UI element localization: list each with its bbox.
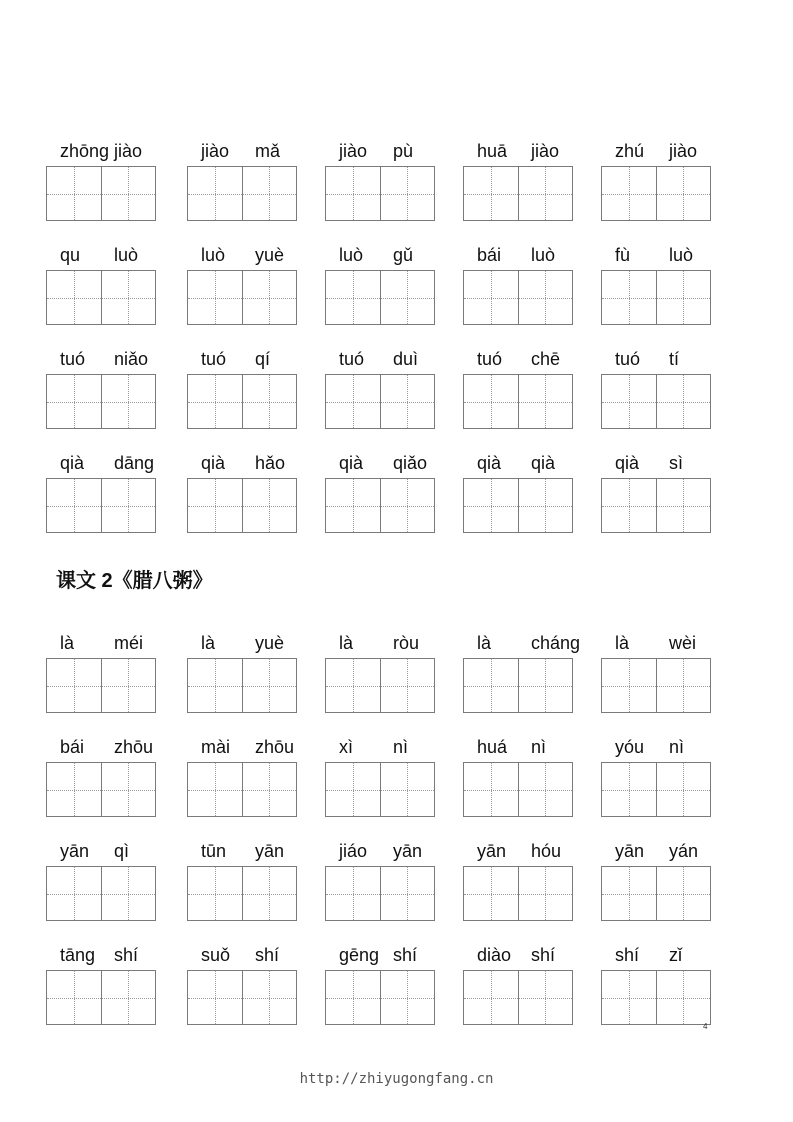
writing-grid[interactable] <box>325 478 435 533</box>
pinyin-syllable-2: ròu <box>393 633 420 653</box>
pinyin-label <box>463 348 575 370</box>
tianzige-cell[interactable] <box>326 659 380 712</box>
tianzige-cell[interactable] <box>47 375 101 428</box>
pinyin-label <box>46 632 158 654</box>
pinyin-syllable-1: suǒ <box>201 945 231 965</box>
pinyin-syllable-1: jiáo <box>339 841 368 861</box>
pinyin-label <box>187 632 299 654</box>
writing-grid[interactable] <box>46 374 156 429</box>
writing-grid[interactable] <box>601 478 711 533</box>
pinyin-label <box>463 840 575 862</box>
pinyin-syllable-2: zhōu <box>255 737 295 757</box>
footer-url: http://zhiyugongfang.cn <box>299 1071 494 1087</box>
pinyin-syllable-1: luò <box>339 245 364 265</box>
tianzige-cell[interactable] <box>326 167 380 220</box>
pinyin-syllable-1: qià <box>201 453 226 473</box>
pinyin-syllable-1: yóu <box>615 737 645 757</box>
pinyin-syllable-1: fù <box>615 245 631 265</box>
tianzige-cell[interactable] <box>602 375 656 428</box>
tianzige-cell[interactable] <box>464 867 518 920</box>
pinyin-syllable-2: niǎo <box>114 349 149 369</box>
writing-grid[interactable] <box>601 270 711 325</box>
pinyin-label <box>325 840 437 862</box>
tianzige-cell[interactable] <box>518 971 573 1024</box>
writing-grid[interactable] <box>325 374 435 429</box>
pinyin-syllable-2: nì <box>669 737 685 757</box>
writing-grid[interactable] <box>601 374 711 429</box>
tianzige-cell[interactable] <box>518 763 573 816</box>
pinyin-syllable-2: jiào <box>531 141 560 161</box>
writing-grid[interactable] <box>187 478 297 533</box>
pinyin-syllable-1: gēng <box>339 945 380 965</box>
pinyin-syllable-1: diào <box>477 945 512 965</box>
tianzige-cell[interactable] <box>602 659 656 712</box>
pinyin-syllable-2: mǎ <box>255 141 281 161</box>
tianzige-cell[interactable] <box>380 271 435 324</box>
tianzige-cell[interactable] <box>656 167 711 220</box>
tianzige-cell[interactable] <box>656 271 711 324</box>
pinyin-syllable-1: jiào <box>201 141 230 161</box>
writing-grid[interactable] <box>46 270 156 325</box>
pinyin-syllable-2: chē <box>531 349 561 369</box>
writing-grid[interactable] <box>601 970 711 1025</box>
pinyin-syllable-2: cháng <box>531 633 581 653</box>
tianzige-cell[interactable] <box>602 867 656 920</box>
pinyin-syllable-1: shí <box>615 945 640 965</box>
pinyin-syllable-1: jiào <box>339 141 368 161</box>
tianzige-cell[interactable] <box>602 971 656 1024</box>
pinyin-syllable-2: nì <box>531 737 547 757</box>
pinyin-syllable-1: yān <box>615 841 645 861</box>
pinyin-syllable-2: hǎo <box>255 453 286 473</box>
writing-grid[interactable] <box>463 658 573 713</box>
tianzige-cell[interactable] <box>188 763 242 816</box>
pinyin-syllable-2: hóu <box>531 841 562 861</box>
pinyin-syllable-1: zhú <box>615 141 645 161</box>
tianzige-cell[interactable] <box>188 375 242 428</box>
writing-grid[interactable] <box>463 166 573 221</box>
writing-grid[interactable] <box>463 866 573 921</box>
writing-grid[interactable] <box>463 374 573 429</box>
pinyin-syllable-2: qià <box>531 453 556 473</box>
tianzige-cell[interactable] <box>656 971 711 1024</box>
pinyin-syllable-2: sì <box>669 453 684 473</box>
pinyin-syllable-1: là <box>201 633 216 653</box>
writing-grid[interactable] <box>187 866 297 921</box>
pinyin-syllable-2: yān <box>255 841 285 861</box>
pinyin-syllable-1: tuó <box>60 349 86 369</box>
writing-grid[interactable] <box>187 762 297 817</box>
writing-grid[interactable] <box>601 762 711 817</box>
tianzige-cell[interactable] <box>326 479 380 532</box>
tianzige-cell[interactable] <box>47 167 101 220</box>
tianzige-cell[interactable] <box>242 271 297 324</box>
pinyin-syllable-1: tuó <box>201 349 227 369</box>
pinyin-label <box>601 632 713 654</box>
tianzige-cell[interactable] <box>602 479 656 532</box>
pinyin-syllable-2: qì <box>114 841 130 861</box>
pinyin-syllable-2: dāng <box>114 453 155 473</box>
pinyin-syllable-2: luò <box>114 245 139 265</box>
writing-grid[interactable] <box>325 762 435 817</box>
writing-grid[interactable] <box>325 970 435 1025</box>
writing-grid[interactable] <box>46 658 156 713</box>
writing-grid[interactable] <box>187 374 297 429</box>
pinyin-label <box>187 736 299 758</box>
pinyin-label <box>46 140 158 162</box>
pinyin-syllable-2: pù <box>393 141 414 161</box>
tianzige-cell[interactable] <box>188 167 242 220</box>
pinyin-label <box>46 244 158 266</box>
pinyin-syllable-1: zhōng <box>60 141 110 161</box>
writing-grid[interactable] <box>463 970 573 1025</box>
tianzige-cell[interactable] <box>101 167 156 220</box>
pinyin-syllable-2: jiào <box>114 141 143 161</box>
tianzige-cell[interactable] <box>101 659 156 712</box>
tianzige-cell[interactable] <box>47 271 101 324</box>
writing-grid[interactable] <box>325 658 435 713</box>
pinyin-label <box>601 840 713 862</box>
tianzige-cell[interactable] <box>242 479 297 532</box>
pinyin-label <box>325 632 437 654</box>
tianzige-cell[interactable] <box>101 867 156 920</box>
pinyin-label <box>463 452 575 474</box>
pinyin-syllable-1: luò <box>201 245 226 265</box>
tianzige-cell[interactable] <box>188 271 242 324</box>
pinyin-syllable-2: tí <box>669 349 680 369</box>
pinyin-syllable-2: duì <box>393 349 419 369</box>
tianzige-cell[interactable] <box>101 375 156 428</box>
pinyin-syllable-1: qià <box>477 453 502 473</box>
pinyin-syllable-1: là <box>615 633 630 653</box>
pinyin-syllable-1: là <box>477 633 492 653</box>
pinyin-syllable-1: qu <box>60 245 81 265</box>
pinyin-syllable-1: tūn <box>201 841 227 861</box>
tianzige-cell[interactable] <box>380 375 435 428</box>
pinyin-label <box>463 944 575 966</box>
pinyin-syllable-1: huā <box>477 141 508 161</box>
pinyin-label <box>46 736 158 758</box>
tianzige-cell[interactable] <box>656 479 711 532</box>
tianzige-cell[interactable] <box>656 659 711 712</box>
tianzige-cell[interactable] <box>242 375 297 428</box>
tianzige-cell[interactable] <box>380 971 435 1024</box>
writing-grid[interactable] <box>325 866 435 921</box>
pinyin-label <box>601 452 713 474</box>
lesson-heading: 课文 2《腊八粥》 <box>56 570 213 592</box>
tianzige-cell[interactable] <box>242 659 297 712</box>
tianzige-cell[interactable] <box>47 479 101 532</box>
page-number: 4 <box>703 1022 708 1031</box>
writing-grid[interactable] <box>46 970 156 1025</box>
pinyin-syllable-1: là <box>60 633 75 653</box>
pinyin-syllable-2: luò <box>669 245 694 265</box>
tianzige-cell[interactable] <box>188 479 242 532</box>
writing-grid[interactable] <box>187 166 297 221</box>
pinyin-syllable-1: yān <box>60 841 90 861</box>
pinyin-label <box>187 944 299 966</box>
tianzige-cell[interactable] <box>242 867 297 920</box>
tianzige-cell[interactable] <box>47 971 101 1024</box>
tianzige-cell[interactable] <box>242 763 297 816</box>
pinyin-syllable-1: yān <box>477 841 507 861</box>
tianzige-cell[interactable] <box>656 763 711 816</box>
pinyin-label <box>601 944 713 966</box>
tianzige-cell[interactable] <box>242 167 297 220</box>
pinyin-syllable-1: là <box>339 633 354 653</box>
pinyin-syllable-1: tuó <box>615 349 641 369</box>
tianzige-cell[interactable] <box>101 763 156 816</box>
writing-grid[interactable] <box>601 166 711 221</box>
pinyin-syllable-2: qiǎo <box>393 453 428 473</box>
pinyin-syllable-1: qià <box>339 453 364 473</box>
pinyin-label <box>601 348 713 370</box>
pinyin-syllable-2: shí <box>255 945 280 965</box>
pinyin-label <box>325 736 437 758</box>
tianzige-cell[interactable] <box>380 659 435 712</box>
tianzige-cell[interactable] <box>47 763 101 816</box>
pinyin-syllable-2: shí <box>114 945 139 965</box>
writing-grid[interactable] <box>187 970 297 1025</box>
pinyin-syllable-2: qí <box>255 349 271 369</box>
writing-grid[interactable] <box>187 658 297 713</box>
writing-grid[interactable] <box>463 762 573 817</box>
pinyin-syllable-2: yān <box>393 841 423 861</box>
tianzige-cell[interactable] <box>101 971 156 1024</box>
pinyin-label <box>325 944 437 966</box>
tianzige-cell[interactable] <box>47 867 101 920</box>
pinyin-label <box>463 140 575 162</box>
tianzige-cell[interactable] <box>656 867 711 920</box>
tianzige-cell[interactable] <box>464 763 518 816</box>
writing-grid[interactable] <box>46 762 156 817</box>
writing-grid[interactable] <box>46 866 156 921</box>
tianzige-cell[interactable] <box>242 971 297 1024</box>
tianzige-cell[interactable] <box>602 763 656 816</box>
pinyin-label <box>325 452 437 474</box>
pinyin-syllable-2: yán <box>669 841 699 861</box>
pinyin-label <box>46 348 158 370</box>
tianzige-cell[interactable] <box>464 659 518 712</box>
writing-grid[interactable] <box>46 166 156 221</box>
pinyin-syllable-2: méi <box>114 633 144 653</box>
pinyin-syllable-2: zǐ <box>669 945 682 965</box>
pinyin-syllable-2: wèi <box>669 633 697 653</box>
writing-grid[interactable] <box>601 866 711 921</box>
tianzige-cell[interactable] <box>326 971 380 1024</box>
tianzige-cell[interactable] <box>326 867 380 920</box>
pinyin-label <box>601 736 713 758</box>
pinyin-syllable-1: bái <box>477 245 502 265</box>
tianzige-cell[interactable] <box>518 867 573 920</box>
tianzige-cell[interactable] <box>656 375 711 428</box>
pinyin-label <box>187 452 299 474</box>
tianzige-cell[interactable] <box>380 763 435 816</box>
pinyin-syllable-1: huá <box>477 737 508 757</box>
writing-grid[interactable] <box>325 270 435 325</box>
tianzige-cell[interactable] <box>380 867 435 920</box>
pinyin-label <box>325 348 437 370</box>
tianzige-cell[interactable] <box>326 763 380 816</box>
tianzige-cell[interactable] <box>188 659 242 712</box>
tianzige-cell[interactable] <box>326 375 380 428</box>
tianzige-cell[interactable] <box>464 479 518 532</box>
pinyin-label <box>325 140 437 162</box>
tianzige-cell[interactable] <box>602 271 656 324</box>
pinyin-label <box>187 840 299 862</box>
pinyin-label <box>463 244 575 266</box>
pinyin-label <box>46 452 158 474</box>
pinyin-syllable-2: jiào <box>669 141 698 161</box>
pinyin-label <box>601 140 713 162</box>
tianzige-cell[interactable] <box>188 971 242 1024</box>
pinyin-label <box>463 632 581 654</box>
tianzige-cell[interactable] <box>101 479 156 532</box>
tianzige-cell[interactable] <box>380 479 435 532</box>
writing-grid[interactable] <box>463 270 573 325</box>
pinyin-label <box>187 348 299 370</box>
pinyin-syllable-1: tāng <box>60 945 96 965</box>
writing-grid[interactable] <box>463 478 573 533</box>
pinyin-syllable-1: qià <box>615 453 640 473</box>
pinyin-label <box>187 244 299 266</box>
pinyin-label <box>187 140 299 162</box>
writing-grid[interactable] <box>325 166 435 221</box>
pinyin-syllable-1: bái <box>60 737 85 757</box>
pinyin-syllable-2: nì <box>393 737 409 757</box>
tianzige-cell[interactable] <box>326 271 380 324</box>
pinyin-syllable-1: qià <box>60 453 85 473</box>
tianzige-cell[interactable] <box>518 271 573 324</box>
tianzige-cell[interactable] <box>380 167 435 220</box>
tianzige-cell[interactable] <box>464 167 518 220</box>
tianzige-cell[interactable] <box>47 659 101 712</box>
tianzige-cell[interactable] <box>188 867 242 920</box>
writing-grid[interactable] <box>187 270 297 325</box>
pinyin-syllable-2: luò <box>531 245 556 265</box>
pinyin-syllable-2: gǔ <box>393 245 414 265</box>
pinyin-syllable-1: mài <box>201 737 231 757</box>
pinyin-syllable-2: shí <box>393 945 418 965</box>
pinyin-syllable-1: tuó <box>477 349 503 369</box>
pinyin-syllable-2: yuè <box>255 245 285 265</box>
tianzige-cell[interactable] <box>464 271 518 324</box>
pinyin-syllable-1: xì <box>339 737 354 757</box>
pinyin-syllable-2: shí <box>531 945 556 965</box>
pinyin-label <box>46 944 158 966</box>
writing-grid[interactable] <box>601 658 711 713</box>
pinyin-label <box>463 736 575 758</box>
tianzige-cell[interactable] <box>518 167 573 220</box>
tianzige-cell[interactable] <box>101 271 156 324</box>
pinyin-syllable-2: zhōu <box>114 737 154 757</box>
tianzige-cell[interactable] <box>464 971 518 1024</box>
tianzige-cell[interactable] <box>464 375 518 428</box>
pinyin-label <box>46 840 158 862</box>
writing-grid[interactable] <box>46 478 156 533</box>
tianzige-cell[interactable] <box>602 167 656 220</box>
tianzige-cell[interactable] <box>518 479 573 532</box>
tianzige-cell[interactable] <box>518 375 573 428</box>
pinyin-syllable-2: yuè <box>255 633 285 653</box>
pinyin-label <box>325 244 437 266</box>
tianzige-cell[interactable] <box>518 659 573 712</box>
pinyin-syllable-1: tuó <box>339 349 365 369</box>
pinyin-label <box>601 244 713 266</box>
